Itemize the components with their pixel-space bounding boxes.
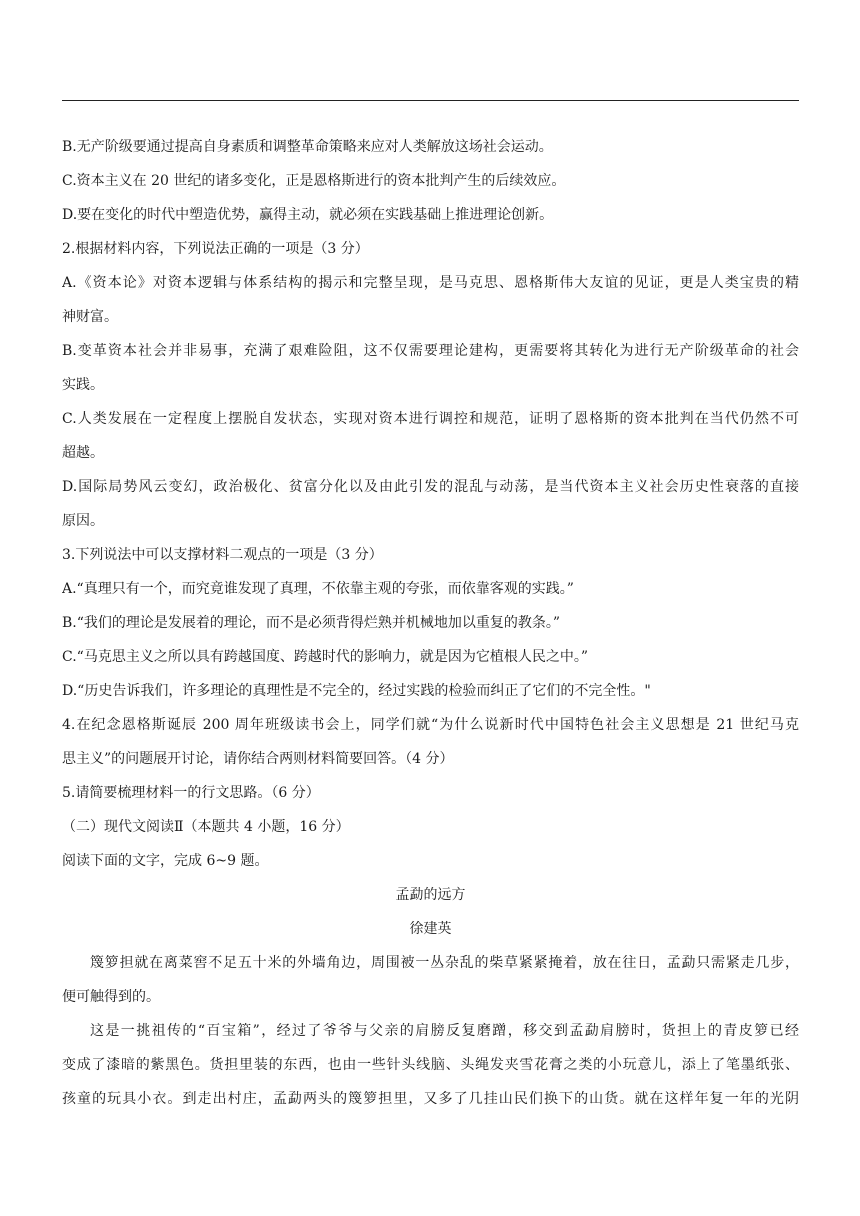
paragraph-1-line2: 便可触得到的。 (62, 989, 160, 1005)
paragraph-2-line2: 变成了漆暗的紫黑色。货担里装的东西，也由一些针头线脑、头绳发夹雪花膏之类的小玩意儿，添上了笔墨纸张、 (62, 1057, 799, 1073)
q3-option-d: D.“历史告诉我们，许多理论的真理性是不完全的，经过实践的检验而纠正了它们的不完全性。" (62, 683, 651, 699)
q2-option-c-line2: 超越。 (62, 445, 104, 461)
header-rule (62, 100, 799, 101)
question-3: 3.下列说法中可以支撑材料二观点的一项是（3 分） (62, 547, 383, 563)
paragraph-2-line1: 这是一挑祖传的“百宝箱”，经过了爷爷与父亲的肩膀反复磨蹭，移交到孟勐肩膀时，货担上的青皮箩已经 (90, 1023, 799, 1039)
reading-instruction: 阅读下面的文字，完成 6~9 题。 (62, 853, 269, 869)
q2-option-a-line2: 神财富。 (62, 309, 118, 325)
option-d: D.要在变化的时代中塑造优势，赢得主动，就必须在实践基础上推进理论创新。 (62, 207, 554, 223)
paragraph-2-line3: 孩童的玩具小衣。到走出村庄，孟勐两头的篾箩担里，又多了几挂山民们换下的山货。就在这样年复一年的光阴 (62, 1091, 799, 1107)
section-heading: （二）现代文阅读Ⅱ（本题共 4 小题，16 分） (62, 819, 350, 835)
document-body (62, 130, 799, 1116)
option-b: B.无产阶级要通过提高自身素质和调整革命策略来应对人类解放这场社会运动。 (62, 139, 553, 155)
q2-option-a-line1: A.《资本论》对资本逻辑与体系结构的揭示和完整呈现，是马克思、恩格斯伟大友谊的见证，更是人类宝贵的精 (62, 275, 799, 291)
q3-option-a: A.“真理只有一个，而究竟谁发现了真理，不依靠主观的夸张，而依靠客观的实践。” (62, 581, 574, 597)
q2-option-b-line1: B.变革资本社会并非易事，充满了艰难险阻，这不仅需要理论建构，更需要将其转化为进行无产阶级革命的社会 (62, 343, 799, 359)
question-4-line2: 思主义”的问题展开讨论，请你结合两则材料简要回答。（4 分） (62, 751, 454, 767)
story-title: 孟勐的远方 (395, 887, 466, 903)
question-2: 2.根据材料内容，下列说法正确的一项是（3 分） (62, 241, 369, 257)
option-c: C.资本主义在 20 世纪的诸多变化，正是恩格斯进行的资本批判产生的后续效应。 (62, 173, 566, 189)
q2-option-d-line1: D.国际局势风云变幻，政治极化、贫富分化以及由此引发的混乱与动荡，是当代资本主义社会历史性衰落的直接 (62, 479, 799, 495)
q3-option-c: C.“马克思主义之所以具有跨越国度、跨越时代的影响力，就是因为它植根人民之中。” (62, 649, 588, 665)
q3-option-b: B.“我们的理论是发展着的理论，而不是必须背得烂熟并机械地加以重复的教条。” (62, 615, 561, 631)
question-4-line1: 4.在纪念恩格斯诞辰 200 周年班级读书会上，同学们就“为什么说新时代中国特色社会主义思想是 21 世纪马克 (62, 717, 799, 733)
story-author: 徐建英 (409, 921, 452, 937)
q2-option-d-line2: 原因。 (62, 513, 104, 529)
q2-option-c-line1: C.人类发展在一定程度上摆脱自发状态，实现对资本进行调控和规范，证明了恩格斯的资本批判在当代仍然不可 (62, 411, 799, 427)
paragraph-1-line1: 篾箩担就在离菜窖不足五十米的外墙角边，周围被一丛杂乱的柴草紧紧掩着，放在往日，孟勐只需紧走几步， (90, 955, 799, 971)
question-5: 5.请简要梳理材料一的行文思路。（6 分） (62, 785, 320, 801)
q2-option-b-line2: 实践。 (62, 377, 104, 393)
